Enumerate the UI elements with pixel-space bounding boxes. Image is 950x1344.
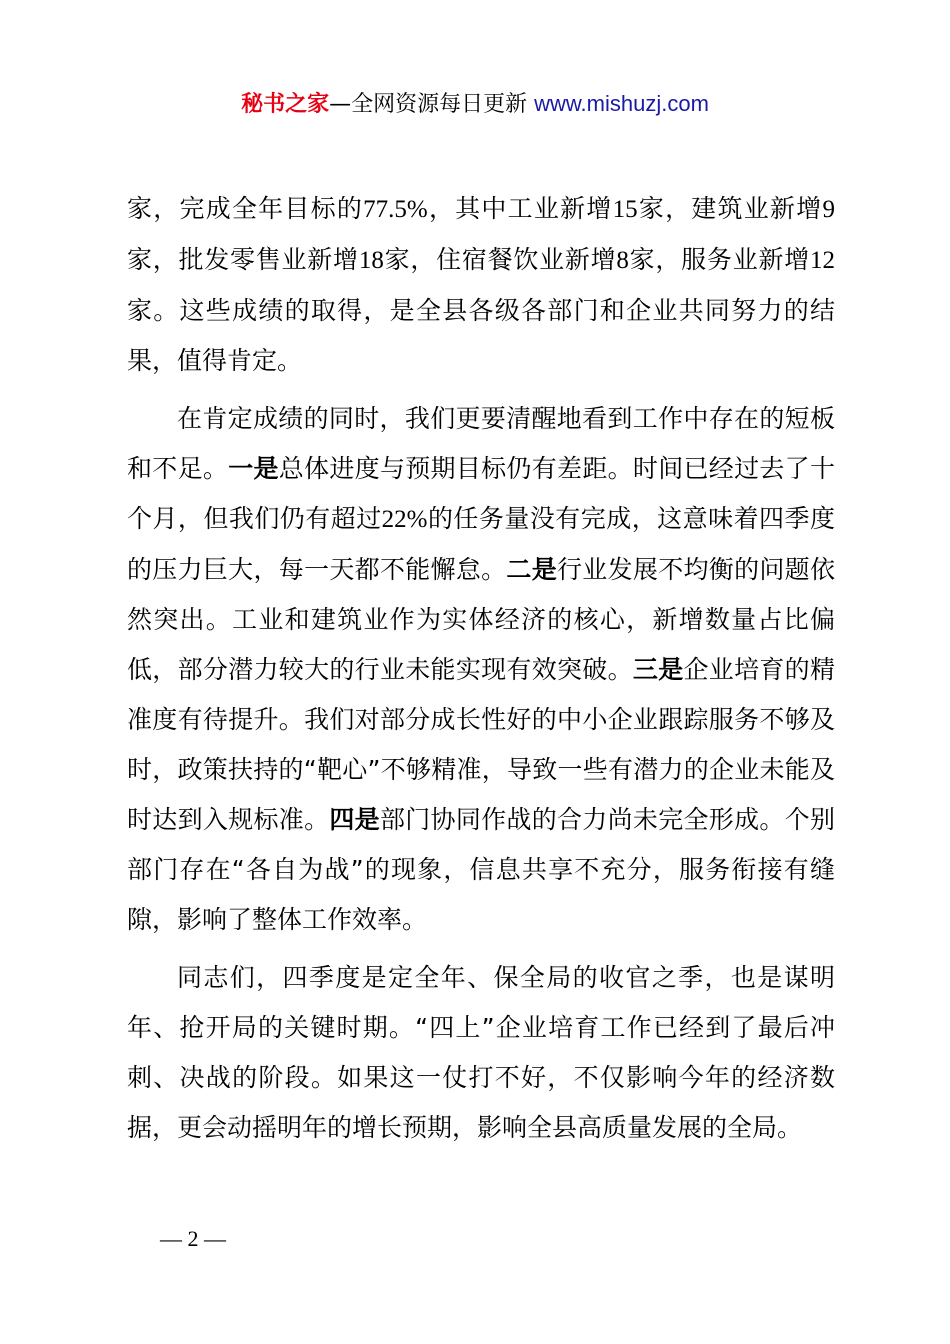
text-run: 企业培育的精准度有待提升。我们对部分成长性好的中小企业跟踪服务不够及时，政策扶持的“靶心”不够精准，导致一些有潜力的企业未能及时达到入规标准。 <box>127 655 835 834</box>
paragraph-shortcomings <box>127 394 835 945</box>
bold-marker: 二是 <box>506 555 558 584</box>
text-run: 家，完成全年目标的 <box>127 194 364 223</box>
text-run: 家，批发零售业新增 <box>127 245 359 274</box>
text-run: 家。这些成绩的取得，是全县各级各部门和企业共同努力的结果，值得肯定。 <box>127 296 835 375</box>
text-run: 家，建筑业新增 <box>637 194 823 223</box>
number: 12 <box>809 247 835 274</box>
number: 18 <box>358 247 384 274</box>
text-run: 部门协同作战的合力尚未完全形成。个别部门存在“各自为战”的现象，信息共享不充分，服务衔接有缝隙，影响了整体工作效率。 <box>127 805 835 934</box>
bold-marker: 一是 <box>228 454 279 483</box>
header-tagline: —全网资源每日更新 <box>329 92 535 117</box>
text-run: 的任务量没有完成，这意味着四季度的压力巨大，每一天都不能懈怠。 <box>127 504 835 584</box>
page-number: — 2 — <box>160 1226 226 1251</box>
brand-name: 秘书之家 <box>241 92 330 117</box>
number: 9 <box>822 196 835 223</box>
text-run: 家，住宿餐饮业新增 <box>383 245 617 274</box>
number: 8 <box>616 247 629 274</box>
document-body <box>127 184 835 1153</box>
number: 22% <box>381 506 428 533</box>
bold-marker: 三是 <box>632 655 684 684</box>
text-run: 行业发展不均衡的问题依然突出。工业和建筑业作为实体经济的核心，新增数量占比偏低，部分潜力较大的行业未能实现有效突破。 <box>127 555 835 684</box>
number: 77.5% <box>363 196 428 223</box>
bold-marker: 四是 <box>329 805 380 834</box>
site-header <box>0 88 950 121</box>
site-url[interactable]: www.mishuzj.com <box>534 91 709 116</box>
paragraph-achievements <box>127 184 835 386</box>
number: 15 <box>612 196 638 223</box>
text-run: 同志们，四季度是定全年、保全局的收官之季，也是谋明年、抢开局的关键时期。“四上”企业培育工作已经到了最后冲刺、决战的阶段。如果这一仗打不好，不仅影响今年的经济数据，更会动摇明年的增长预期，影响全县高质量发展的全局。 <box>127 963 835 1142</box>
paragraph-call-to-action <box>127 953 835 1153</box>
text-run: 在肯定成绩的同时，我们更要清醒地看到工作中存在的短板和不足。 <box>127 404 835 483</box>
text-run: ，其中工业新增 <box>427 194 613 223</box>
text-run: 总体进度与预期目标仍有差距。时间已经过去了十个月，但我们仍有超过 <box>127 454 835 533</box>
text-run: 家，服务业新增 <box>628 245 810 274</box>
